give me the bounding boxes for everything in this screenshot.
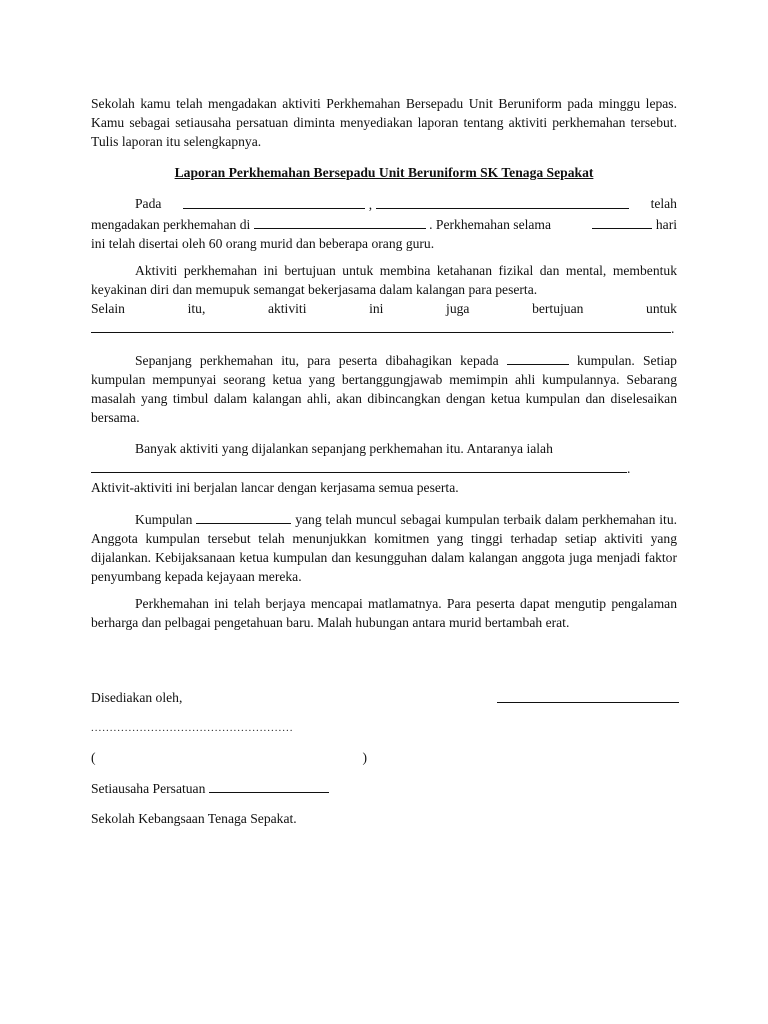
paragraph-4-text: Banyak aktiviti yang dijalankan sepanjang perkhemahan itu. Antaranya ialah [135, 441, 553, 456]
word: untuk [646, 301, 677, 316]
word: Selain [91, 301, 125, 316]
close-paren: ) [362, 750, 367, 765]
school-blank[interactable] [376, 194, 629, 209]
activities-blank[interactable] [91, 458, 627, 473]
report-title: Laporan Perkhemahan Bersepadu Unit Beruniform SK Tenaga Sepakat [174, 165, 594, 180]
signature-line[interactable] [497, 702, 679, 703]
best-group-blank[interactable] [196, 509, 291, 524]
word: ini [369, 301, 384, 316]
paragraph-6: Perkhemahan ini telah berjaya mencapai matlamatnya. Para peserta dapat mengutip pengalaman berharga dan pelbagai pengetahuan baru. Malah hubungan antara murid bertambah erat. [91, 596, 677, 630]
role-line: Setiausaha Persatuan [91, 778, 681, 798]
telah-word: telah [650, 196, 677, 211]
period-text: . [671, 321, 675, 336]
name-parentheses [91, 748, 367, 767]
group-count-blank[interactable] [507, 350, 569, 365]
dotted-line: ...................................................... [91, 722, 294, 734]
school-name: Sekolah Kebangsaan Tenaga Sepakat. [91, 811, 297, 826]
date-blank[interactable] [183, 194, 365, 209]
word: bertujuan [532, 301, 584, 316]
paragraph-5: Kumpulan yang telah muncul sebagai kumpulan terbaik dalam perkhemahan itu. Anggota kumpulan tersebut telah menunjukkan komitmen yang tinggi terhadap setiap aktiviti yang dijalankan. Kebijaksanaan ketua kumpulan dan kesungguhan dalam kalangan anggota juga menjadi faktor penyumbang kepada kejayaan mereka. [91, 509, 677, 586]
pada-word: Pada [135, 196, 162, 211]
participants-text: ini telah disertai oleh 60 orang murid dan beberapa orang guru. [91, 236, 435, 251]
paragraph-2-text: Aktiviti perkhemahan ini bertujuan untuk membina ketahanan fizikal dan mental, membentuk keyakinan diri dan memupuk semangat bekerjasama dalam kalangan para peserta. [91, 263, 677, 297]
paragraph-3: Sepanjang perkhemahan itu, para peserta dibahagikan kepada kumpulan. Setiap kumpulan mempunyai seorang ketua yang bertanggungjawab memimpin ahli kumpulannya. Sebarang masalah yang timbul dalam kalangan ahli, akan dibincangkan dengan ketua kumpulan dan diselesaikan bersama. [91, 350, 677, 427]
period-text: . [627, 461, 631, 476]
signature-block [91, 688, 681, 828]
hari-word: hari [655, 217, 677, 232]
word: itu, [187, 301, 206, 316]
days-blank[interactable] [592, 214, 652, 229]
prepared-by-label: Disediakan oleh, [91, 690, 183, 705]
paragraph-4 [91, 439, 677, 497]
word: juga [446, 301, 470, 316]
location-blank[interactable] [254, 214, 426, 229]
camp-location-text: mengadakan perkhemahan di . Perkhemahan selama [91, 214, 551, 234]
purpose-blank[interactable] [91, 318, 671, 333]
comma-text: , [368, 197, 373, 212]
document-body [91, 94, 677, 632]
instruction-text: Sekolah kamu telah mengadakan aktiviti Perkhemahan Bersepadu Unit Beruniform pada minggu lepas. Kamu sebagai setiausaha persatuan diminta menyediakan laporan tentang aktiviti perkhemahan tersebut. Tulis laporan itu selengkapnya. [91, 96, 677, 149]
role-blank[interactable] [209, 778, 329, 793]
word: aktiviti [267, 301, 307, 316]
open-paren: ( [91, 750, 96, 765]
paragraph-2-words [91, 299, 677, 318]
paragraph-1 [91, 194, 677, 253]
paragraph-4-conclusion: Aktivit-aktiviti ini berjalan lancar dengan kerjasama semua peserta. [91, 480, 459, 495]
paragraph-2 [91, 261, 677, 338]
